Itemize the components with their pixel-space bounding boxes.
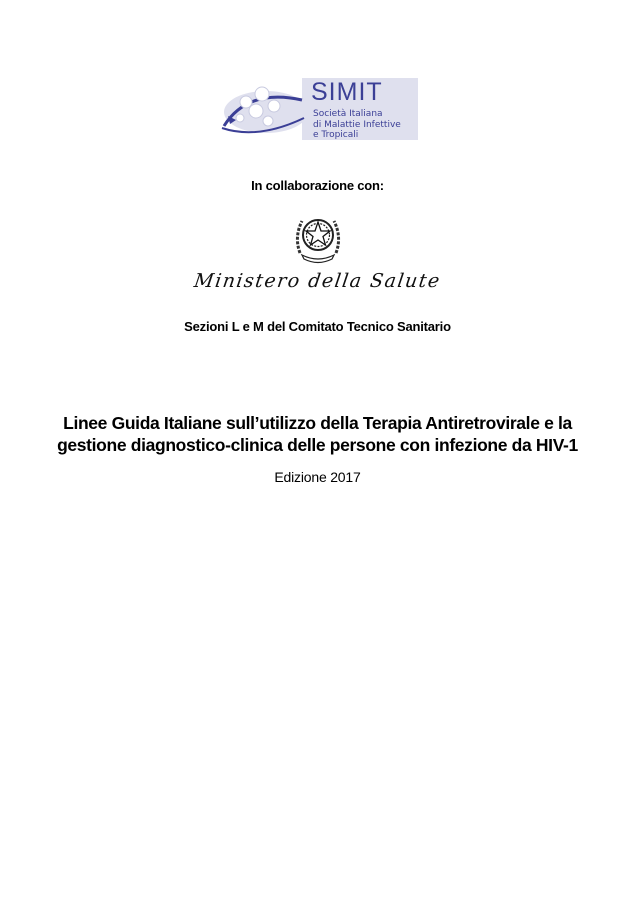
society-line: Società Italiana [313, 109, 383, 119]
sections-line: Sezioni L e M del Comitato Tecnico Sanitario [184, 319, 451, 334]
ministry-logo-text: Ministero della Salute [192, 270, 443, 292]
society-line: e Tropicali [313, 130, 359, 140]
simit-mark-icon [218, 78, 310, 143]
edition-label: Edizione 2017 [274, 469, 361, 485]
simit-logo [218, 78, 418, 143]
society-line: di Malattie Infettive [313, 119, 401, 130]
title-line: Linee Guida Italiane sull’utilizzo della Terapia Antiretrovirale e la [63, 413, 572, 433]
collaboration-label: In collaborazione con: [251, 178, 384, 193]
italian-republic-emblem-icon [292, 209, 344, 265]
simit-society-name [313, 109, 401, 141]
document-title [40, 412, 595, 456]
title-line: gestione diagnostico-clinica delle persone con infezione da HIV-1 [57, 435, 578, 455]
simit-wordmark: SIMIT [311, 78, 383, 106]
